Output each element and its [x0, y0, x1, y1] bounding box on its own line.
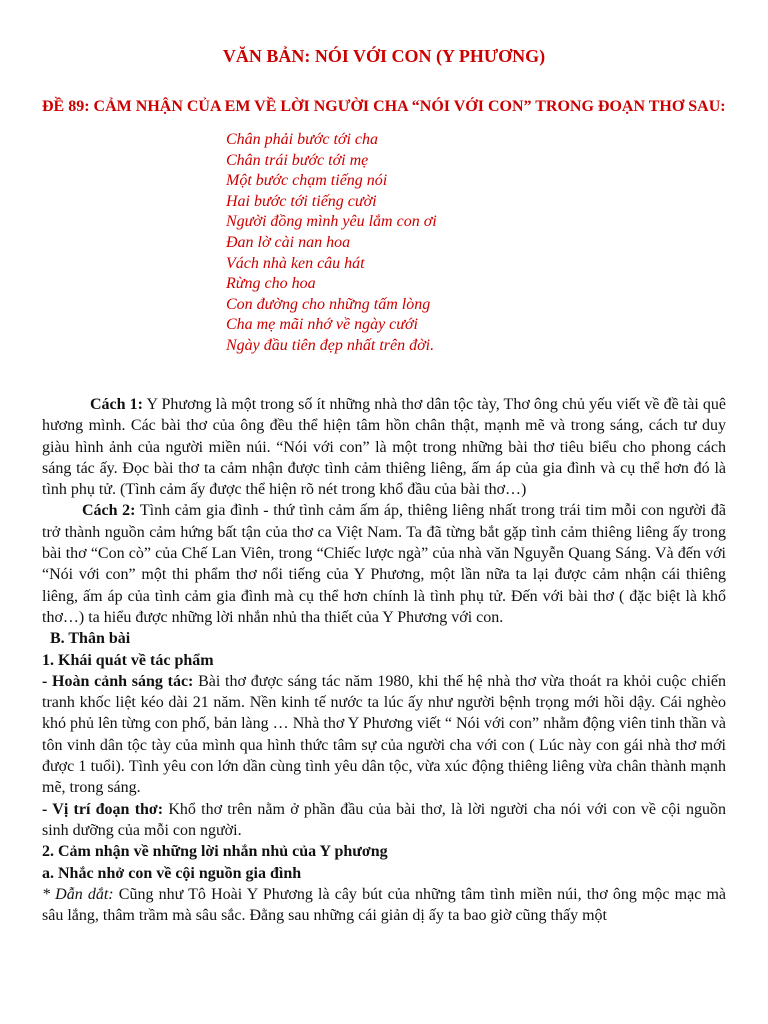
poem-line: Chân trái bước tới mẹ: [226, 151, 369, 169]
cach-1-label: Cách 1:: [90, 396, 143, 413]
poem-line: Ngày đầu tiên đẹp nhất trên đời.: [226, 336, 435, 354]
poem-line: Hai bước tới tiếng cười: [226, 192, 377, 210]
document-title: VĂN BẢN: NÓI VỚI CON (Y PHƯƠNG): [222, 46, 546, 66]
paragraph-cach-2: [42, 500, 726, 628]
exam-question: ĐỀ 89: CẢM NHẬN CỦA EM VỀ LỜI NGƯỜI CHA “NÓI VỚI CON” TRONG ĐOẠN THƠ SAU:: [42, 98, 726, 115]
poem-line: Cha mẹ mãi nhớ về ngày cưới: [226, 316, 418, 334]
poem-line: Người đồng mình yêu lắm con ơi: [226, 213, 437, 231]
cach-2-text: Tình cảm gia đình - thứ tình cảm ấm áp, thiêng liêng nhất trong trái tim mỗi con người đã trở thành nguồn cảm hứng bất tận của thơ ca Việt Nam. Ta đã từng bắt gặp tình cảm thiêng liêng ấy trong bài thơ “Con cò” của Chế Lan Viên, trong “Chiếc lược ngà” của nhà văn Nguyễn Quang Sáng. Và đến với “Nói với con” một thi phẩm thơ nổi tiếng của Y Phương, một lần nữa ta lại được cảm nhận cái thiêng liêng, ấm áp của tình cảm gia đình mà cụ thể hơn chính là tình phụ tử. Đến với bài thơ ( đặc biệt là khổ thơ…) ta hiểu được những lời nhắn nhủ tha thiết của Y Phương với con.: [42, 502, 726, 626]
vi-tri-label: - Vị trí đoạn thơ:: [42, 800, 164, 818]
poem-excerpt: [226, 130, 437, 357]
poem-line: Vách nhà ken câu hát: [226, 254, 365, 272]
heading-khai-quat: 1. Khái quát về tác phẩm: [42, 651, 214, 669]
paragraph-vi-tri: [42, 799, 726, 842]
hoan-canh-label: - Hoàn cảnh sáng tác:: [42, 672, 194, 690]
poem-line: Rừng cho hoa: [226, 275, 316, 293]
heading-cam-nhan: 2. Cảm nhận về những lời nhắn nhủ của Y phương: [42, 843, 388, 861]
heading-nhac-nho: a. Nhắc nhở con về cội nguồn gia đình: [42, 864, 302, 882]
poem-line: Một bước chạm tiếng nói: [226, 172, 388, 190]
paragraph-hoan-canh: [42, 671, 726, 799]
poem-line: Con đường cho những tấm lòng: [226, 295, 431, 313]
hoan-canh-text: Bài thơ được sáng tác năm 1980, khi thế hệ nhà thơ vừa thoát ra khỏi cuộc chiến tranh khốc liệt kéo dài 21 năm. Nền kinh tế nước ta lúc ấy như người bệnh trọng mới hồi dậy. Cái nghèo khó phủ lên từng con phố, bản làng … Nhà thơ Y Phương viết “ Nói với con” nhằm động viên tinh thần và tôn vinh dân tộc tày của mình qua hình thức tâm sự của người cha với con ( Lúc này con gái nhà thơ mới được 1 tuổi). Tình yêu con lớn dần cùng tình yêu dân tộc, vừa xúc động thiêng liêng vừa chân thành mạnh mẽ, trong sáng.: [42, 672, 726, 797]
vi-tri-text: Khổ thơ trên nằm ở phần đầu của bài thơ, là lời người cha nói với con về cội nguồn sinh dưỡng của mỗi con người.: [42, 800, 727, 839]
cach-1-text: Y Phương là một trong số ít những nhà thơ dân tộc tày, Thơ ông chủ yếu viết về đề tài quê hương mình. Các bài thơ của ông đều thể hiện tâm hồn chân thật, mạnh mẽ và trong sáng, cách tư duy giàu hình ảnh của người miền núi. “Nói với con” là một trong những bài thơ tiêu biểu cho phong cách sáng tác ấy. Đọc bài thơ ta cảm nhận được tình cảm thiêng liêng, ấm áp của gia đình và cụ thể hơn đó là tình phụ tử. (Tình cảm ấy được thể hiện rõ nét trong khổ đầu của bài thơ…): [42, 396, 727, 499]
dan-dat-text: Cũng như Tô Hoài Y Phương là cây bút của những tâm tình miền núi, thơ ông mộc mạc mà sâu lắng, thâm trầm mà sâu sắc. Đằng sau những cái giản dị ấy ta bao giờ cũng thấy một: [42, 885, 727, 925]
poem-line: Chân phải bước tới cha: [226, 131, 379, 148]
dan-dat-label: * Dẫn dắt:: [42, 885, 114, 903]
poem-line: Đan lờ cài nan hoa: [226, 233, 351, 251]
essay-body: [42, 394, 726, 926]
paragraph-dan-dat: [42, 884, 726, 927]
section-b-heading: B. Thân bài: [50, 630, 131, 648]
cach-2-label: Cách 2:: [82, 502, 136, 520]
paragraph-cach-1: [42, 394, 726, 500]
